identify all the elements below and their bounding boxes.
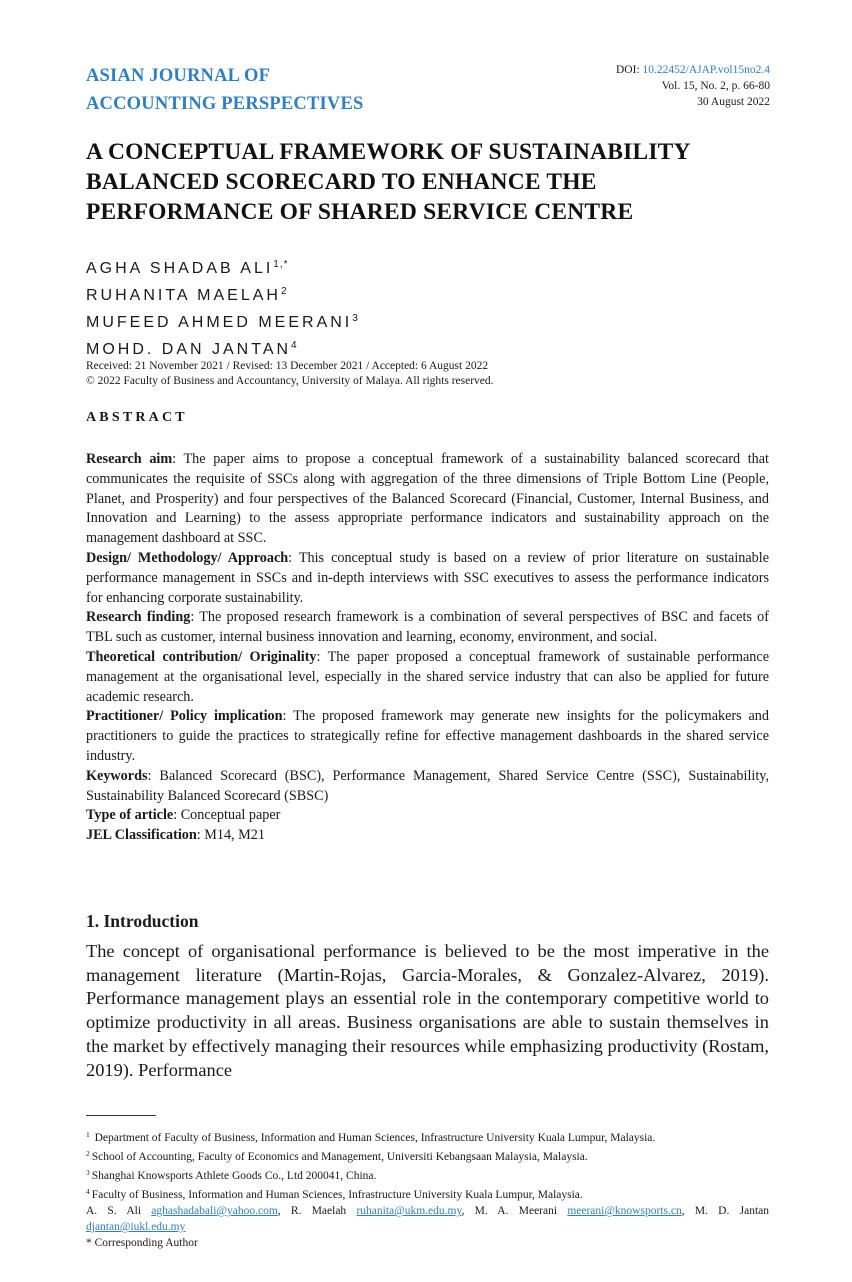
- abstract-item-label: Type of article: [86, 807, 174, 824]
- article-meta: [616, 62, 770, 110]
- footnote-number: 2: [86, 1149, 90, 1158]
- volume-info: Vol. 15, No. 2, p. 66-80: [661, 80, 770, 92]
- email-link[interactable]: ruhanita@ukm.edu.my: [356, 1205, 462, 1217]
- author-name: MOHD. DAN JANTAN: [86, 341, 292, 358]
- author: [86, 280, 359, 307]
- footnote-number: 4: [86, 1187, 90, 1196]
- author-name: MUFEED AHMED MEERANI: [86, 314, 353, 331]
- section-heading-introduction: 1. Introduction: [86, 911, 199, 931]
- author-name: AGHA SHADAB ALI: [86, 260, 274, 277]
- abstract-item-text: : Balanced Scorecard (BSC), Performance Management, Shared Service Centre (SSC), Sustainability, Sustainability Balanced Scorecard (SBSC): [86, 767, 769, 804]
- footnote-number: 1: [86, 1130, 90, 1139]
- title-line1: A CONCEPTUAL FRAMEWORK OF SUSTAINABILITY: [86, 139, 691, 165]
- contact-name: , M. A. Meerani: [461, 1205, 568, 1217]
- author-affiliation-mark: 2: [280, 286, 288, 297]
- abstract-item-text: : This conceptual study is based on a review of prior literature on sustainable performance management in SSCs and in-depth interviews with SSC executives to assess the performance indicators for enhancing corporate sustainability.: [86, 549, 769, 606]
- author-affiliation-mark: 3: [352, 313, 359, 324]
- abstract-item: [86, 707, 769, 766]
- author: [86, 334, 359, 361]
- footnote-item: [86, 1146, 769, 1165]
- abstract-item-label: JEL Classification: [86, 827, 197, 844]
- contact-name: , R. Maelah: [277, 1205, 357, 1217]
- journal-name-line1: ASIAN JOURNAL OF: [86, 66, 271, 86]
- abstract-item-label: Design/ Methodology/ Approach: [86, 549, 289, 566]
- author-contacts: [86, 1203, 769, 1235]
- abstract-item-label: Theoretical contribution/ Originality: [86, 648, 317, 665]
- abstract-item-text: : The paper aims to propose a conceptual framework of a sustainability balanced scorecard that communicates the requisite of SSCs along with aggregation of the three dimensions of Triple Bottom Line (People, Planet, and Prosperity) and four perspectives of the Balanced Scorecard (Financial, Customer, Internal Business, and Innovation and Learning) to the assess appropriate performance indicators and sustainability approach on the management dashboard at SSC.: [86, 451, 769, 547]
- paper-title: [86, 137, 776, 227]
- footnote-item: [86, 1184, 769, 1203]
- abstract-item-text: : M14, M21: [196, 827, 265, 844]
- footnote-number: 3: [86, 1168, 90, 1177]
- corresponding-author-note: * Corresponding Author: [86, 1237, 198, 1249]
- abstract-item: [86, 648, 769, 707]
- abstract-item: [86, 806, 769, 826]
- contact-name: A. S. Ali: [86, 1205, 152, 1217]
- abstract-body: [86, 450, 769, 846]
- abstract-item: [86, 826, 769, 846]
- journal-name: [86, 62, 364, 118]
- author: [86, 307, 359, 334]
- footnote-text: Faculty of Business, Information and Human Sciences, Infrastructure University Kuala Lumpur, Malaysia.: [91, 1189, 583, 1201]
- abstract-item-label: Practitioner/ Policy implication: [86, 708, 283, 725]
- footnote-divider: [86, 1115, 156, 1116]
- author: [86, 253, 359, 280]
- doi-link[interactable]: 10.22452/AJAP.vol15no2.4: [642, 64, 770, 76]
- abstract-item: [86, 608, 769, 648]
- abstract-item-text: : Conceptual paper: [173, 807, 281, 824]
- author-affiliation-mark: 1,*: [273, 259, 289, 270]
- abstract-item-text: : The proposed research framework is a combination of several perspectives of BSC and facets of TBL such as customer, internal business innovation and learning, economy, environment, and social.: [86, 609, 769, 646]
- email-link[interactable]: djantan@iukl.edu.my: [86, 1221, 186, 1233]
- title-line2: BALANCED SCORECARD TO ENHANCE THE: [86, 169, 597, 195]
- journal-name-line2: ACCOUNTING PERSPECTIVES: [86, 94, 364, 114]
- footnote-text: School of Accounting, Faculty of Economics and Management, Universiti Kebangsaan Malaysia, Malaysia.: [91, 1151, 588, 1163]
- introduction-paragraph: The concept of organisational performance is believed to be the most imperative in the management literature (Martin-Rojas, Garcia-Morales, & Gonzalez-Alvarez, 2019). Performance management plays an essential role in the contemporary competitive world to optimize productivity in all areas. Business organisations are able to sustain themselves in the market by effectively managing their resources while emphasizing productivity (Rostam, 2019). Performance: [86, 941, 769, 1080]
- footnote-item: [86, 1127, 769, 1146]
- email-link[interactable]: meerani@knowsports.cn: [567, 1205, 682, 1217]
- copyright-notice: © 2022 Faculty of Business and Accountancy, University of Malaya. All rights reserved.: [86, 375, 494, 387]
- doi-label: DOI:: [616, 64, 643, 76]
- abstract-item-label: Research aim: [86, 451, 173, 467]
- author-list: [86, 253, 359, 361]
- footnote-item: [86, 1165, 769, 1184]
- abstract-heading: ABSTRACT: [86, 410, 188, 425]
- contact-name: , M. D. Jantan: [681, 1205, 769, 1217]
- email-link[interactable]: aghashadabali@yahoo.com: [151, 1205, 278, 1217]
- abstract-item-text: : The paper proposed a conceptual framework of sustainable performance management at the organisational level, especially in the shared service industry that can also be applied for future academic research.: [86, 648, 769, 705]
- footnote-text: Department of Faculty of Business, Information and Human Sciences, Infrastructure University Kuala Lumpur, Malaysia.: [94, 1132, 656, 1144]
- abstract-item-text: : The proposed framework may generate new insights for the policymakers and practitioners to guide the practices to strategically refine for effective management dashboards in the shared service industry.: [86, 708, 769, 764]
- article-history: [86, 359, 494, 389]
- footnote-text: Shanghai Knowsports Athlete Goods Co., Ltd 200041, China.: [91, 1170, 377, 1182]
- abstract-item-label: Research finding: [86, 609, 191, 626]
- abstract-item: [86, 549, 769, 608]
- abstract-item-label: Keywords: [86, 767, 148, 784]
- publication-date: 30 August 2022: [697, 96, 770, 108]
- abstract-item: [86, 450, 769, 549]
- doi-line: [616, 62, 770, 78]
- abstract-item: [86, 767, 769, 807]
- author-affiliation-mark: 4: [291, 340, 298, 351]
- footnotes: [86, 1127, 769, 1251]
- title-line3: PERFORMANCE OF SHARED SERVICE CENTRE: [86, 199, 634, 225]
- received-dates: Received: 21 November 2021 / Revised: 13 December 2021 / Accepted: 6 August 2022: [86, 360, 489, 372]
- author-name: RUHANITA MAELAH: [86, 287, 281, 304]
